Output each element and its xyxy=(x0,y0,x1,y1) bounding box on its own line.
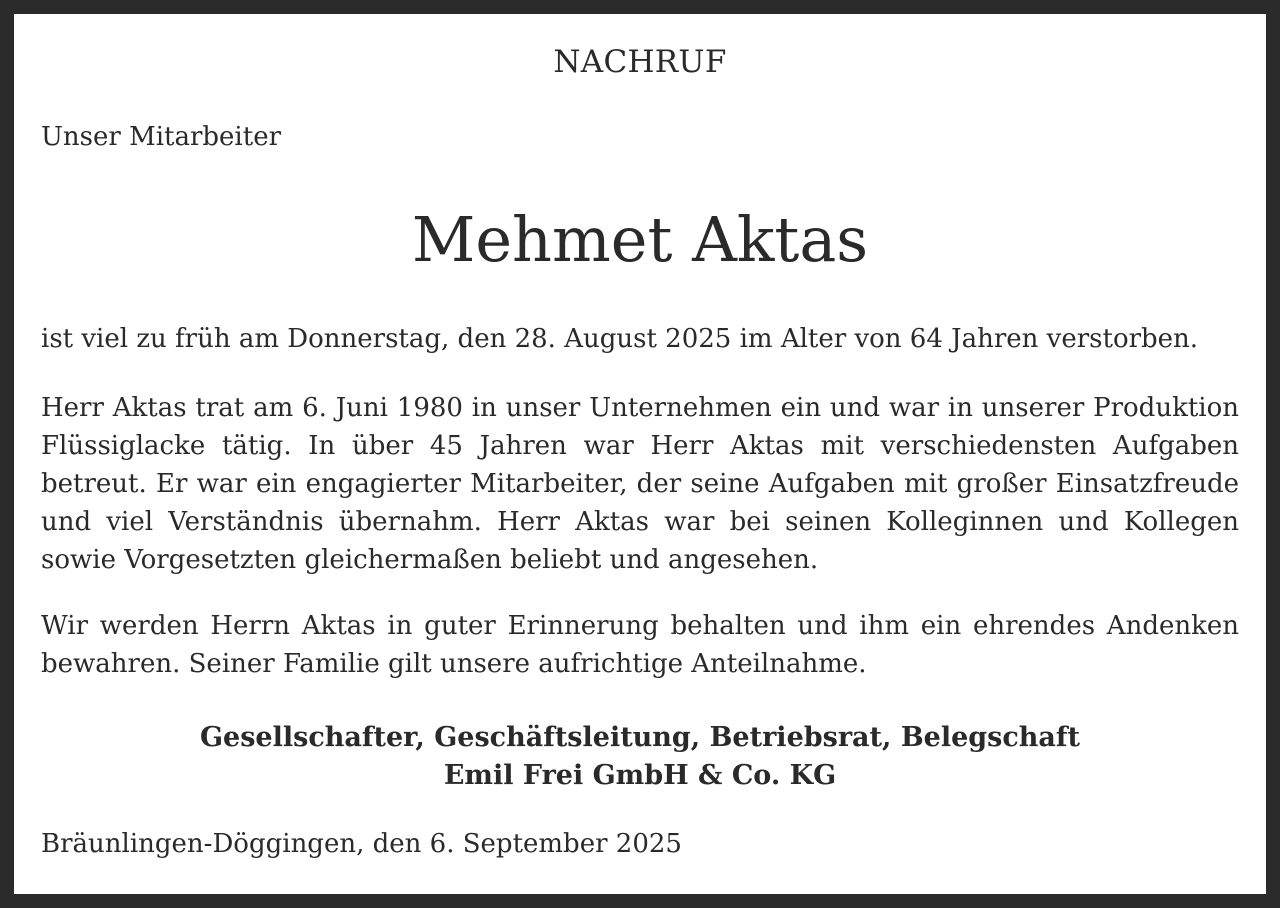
paragraph-condolence: Wir werden Herrn Aktas in guter Erinnerung behalten und ihm ein ehrendes Andenken bewahren. Seiner Familie gilt unsere aufrichtige Anteilnahme. xyxy=(41,611,1239,679)
intro-text: Unser Mitarbeiter xyxy=(41,122,282,152)
paragraph-death-announcement: ist viel zu früh am Donnerstag, den 28. August 2025 im Alter von 64 Jahren verstorben. xyxy=(41,324,1199,354)
paragraph-career: Herr Aktas trat am 6. Juni 1980 in unser Unternehmen ein und war in unserer Produktion Flüssiglacke tätig. In über 45 Jahren war Herr Aktas mit verschiedensten Aufgaben betreut. Er war ein engagierter Mitarbeiter, der seine Aufgaben mit großer Einsatzfreude und viel Verständnis übernahm. Herr Aktas war bei seinen Kolleginnen und Kollegen sowie Vorgesetzten gleichermaßen beliebt und angesehen. xyxy=(41,393,1239,575)
notice-heading: NACHRUF xyxy=(553,44,727,80)
deceased-name: Mehmet Aktas xyxy=(411,203,869,276)
signature-block xyxy=(41,719,1239,795)
signature-line-groups: Gesellschafter, Geschäftsleitung, Betriebsrat, Belegschaft xyxy=(200,722,1080,753)
signature-line-company: Emil Frei GmbH & Co. KG xyxy=(443,760,837,791)
obituary-notice xyxy=(14,14,1266,894)
place-date: Bräunlingen-Döggingen, den 6. September 2025 xyxy=(41,829,682,859)
